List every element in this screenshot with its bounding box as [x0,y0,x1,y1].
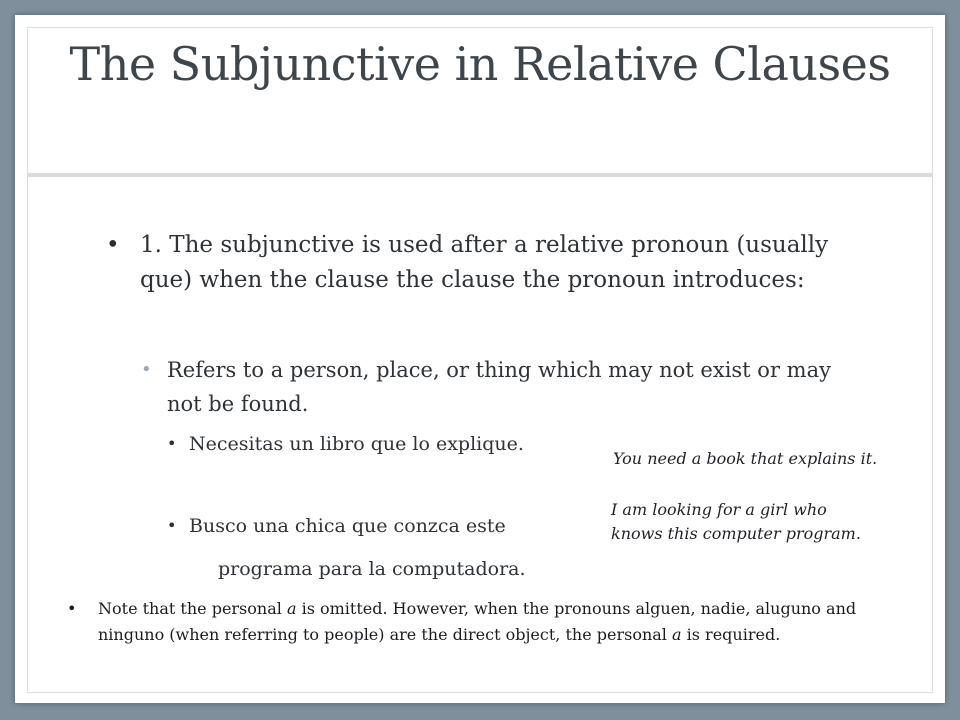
note-part-1: Note that the personal [98,599,287,618]
example-2-line-1: Busco una chica que conzca este [189,515,506,537]
note-personal-a-1: a [286,599,297,618]
example-bullet-marker: • [167,516,177,535]
bullet-marker: • [106,232,120,258]
example-1-text: Necesitas un libro que lo explique. [189,433,524,455]
note-part-3: is required. [681,625,781,644]
translation-1: You need a book that explains it. [613,449,878,468]
sub-bullet-marker: • [141,359,152,380]
note-part-2: is omitted. However, when the pronouns alguen, nadie, aluguno and ninguno (when referring to people) are the direct object, the personal [98,599,857,644]
note-bullet-marker: • [67,599,77,618]
example-bullet-marker: • [167,434,177,453]
example-2-line-2: programa para la computadora. [218,558,526,580]
title-divider [27,173,933,177]
slide-title: The Subjunctive in Relative Clauses [69,37,891,91]
sub-bullet-text: Refers to a person, place, or thing which may not exist or may not be found. [167,358,831,416]
main-bullet-text: 1. The subjunctive is used after a relative pronoun (usually que) when the clause the clause the pronoun introduces: [140,232,829,293]
note-text [98,596,898,648]
translation-2: I am looking for a girl who knows this computer program. [611,500,861,543]
note-personal-a-2: a [672,625,682,644]
